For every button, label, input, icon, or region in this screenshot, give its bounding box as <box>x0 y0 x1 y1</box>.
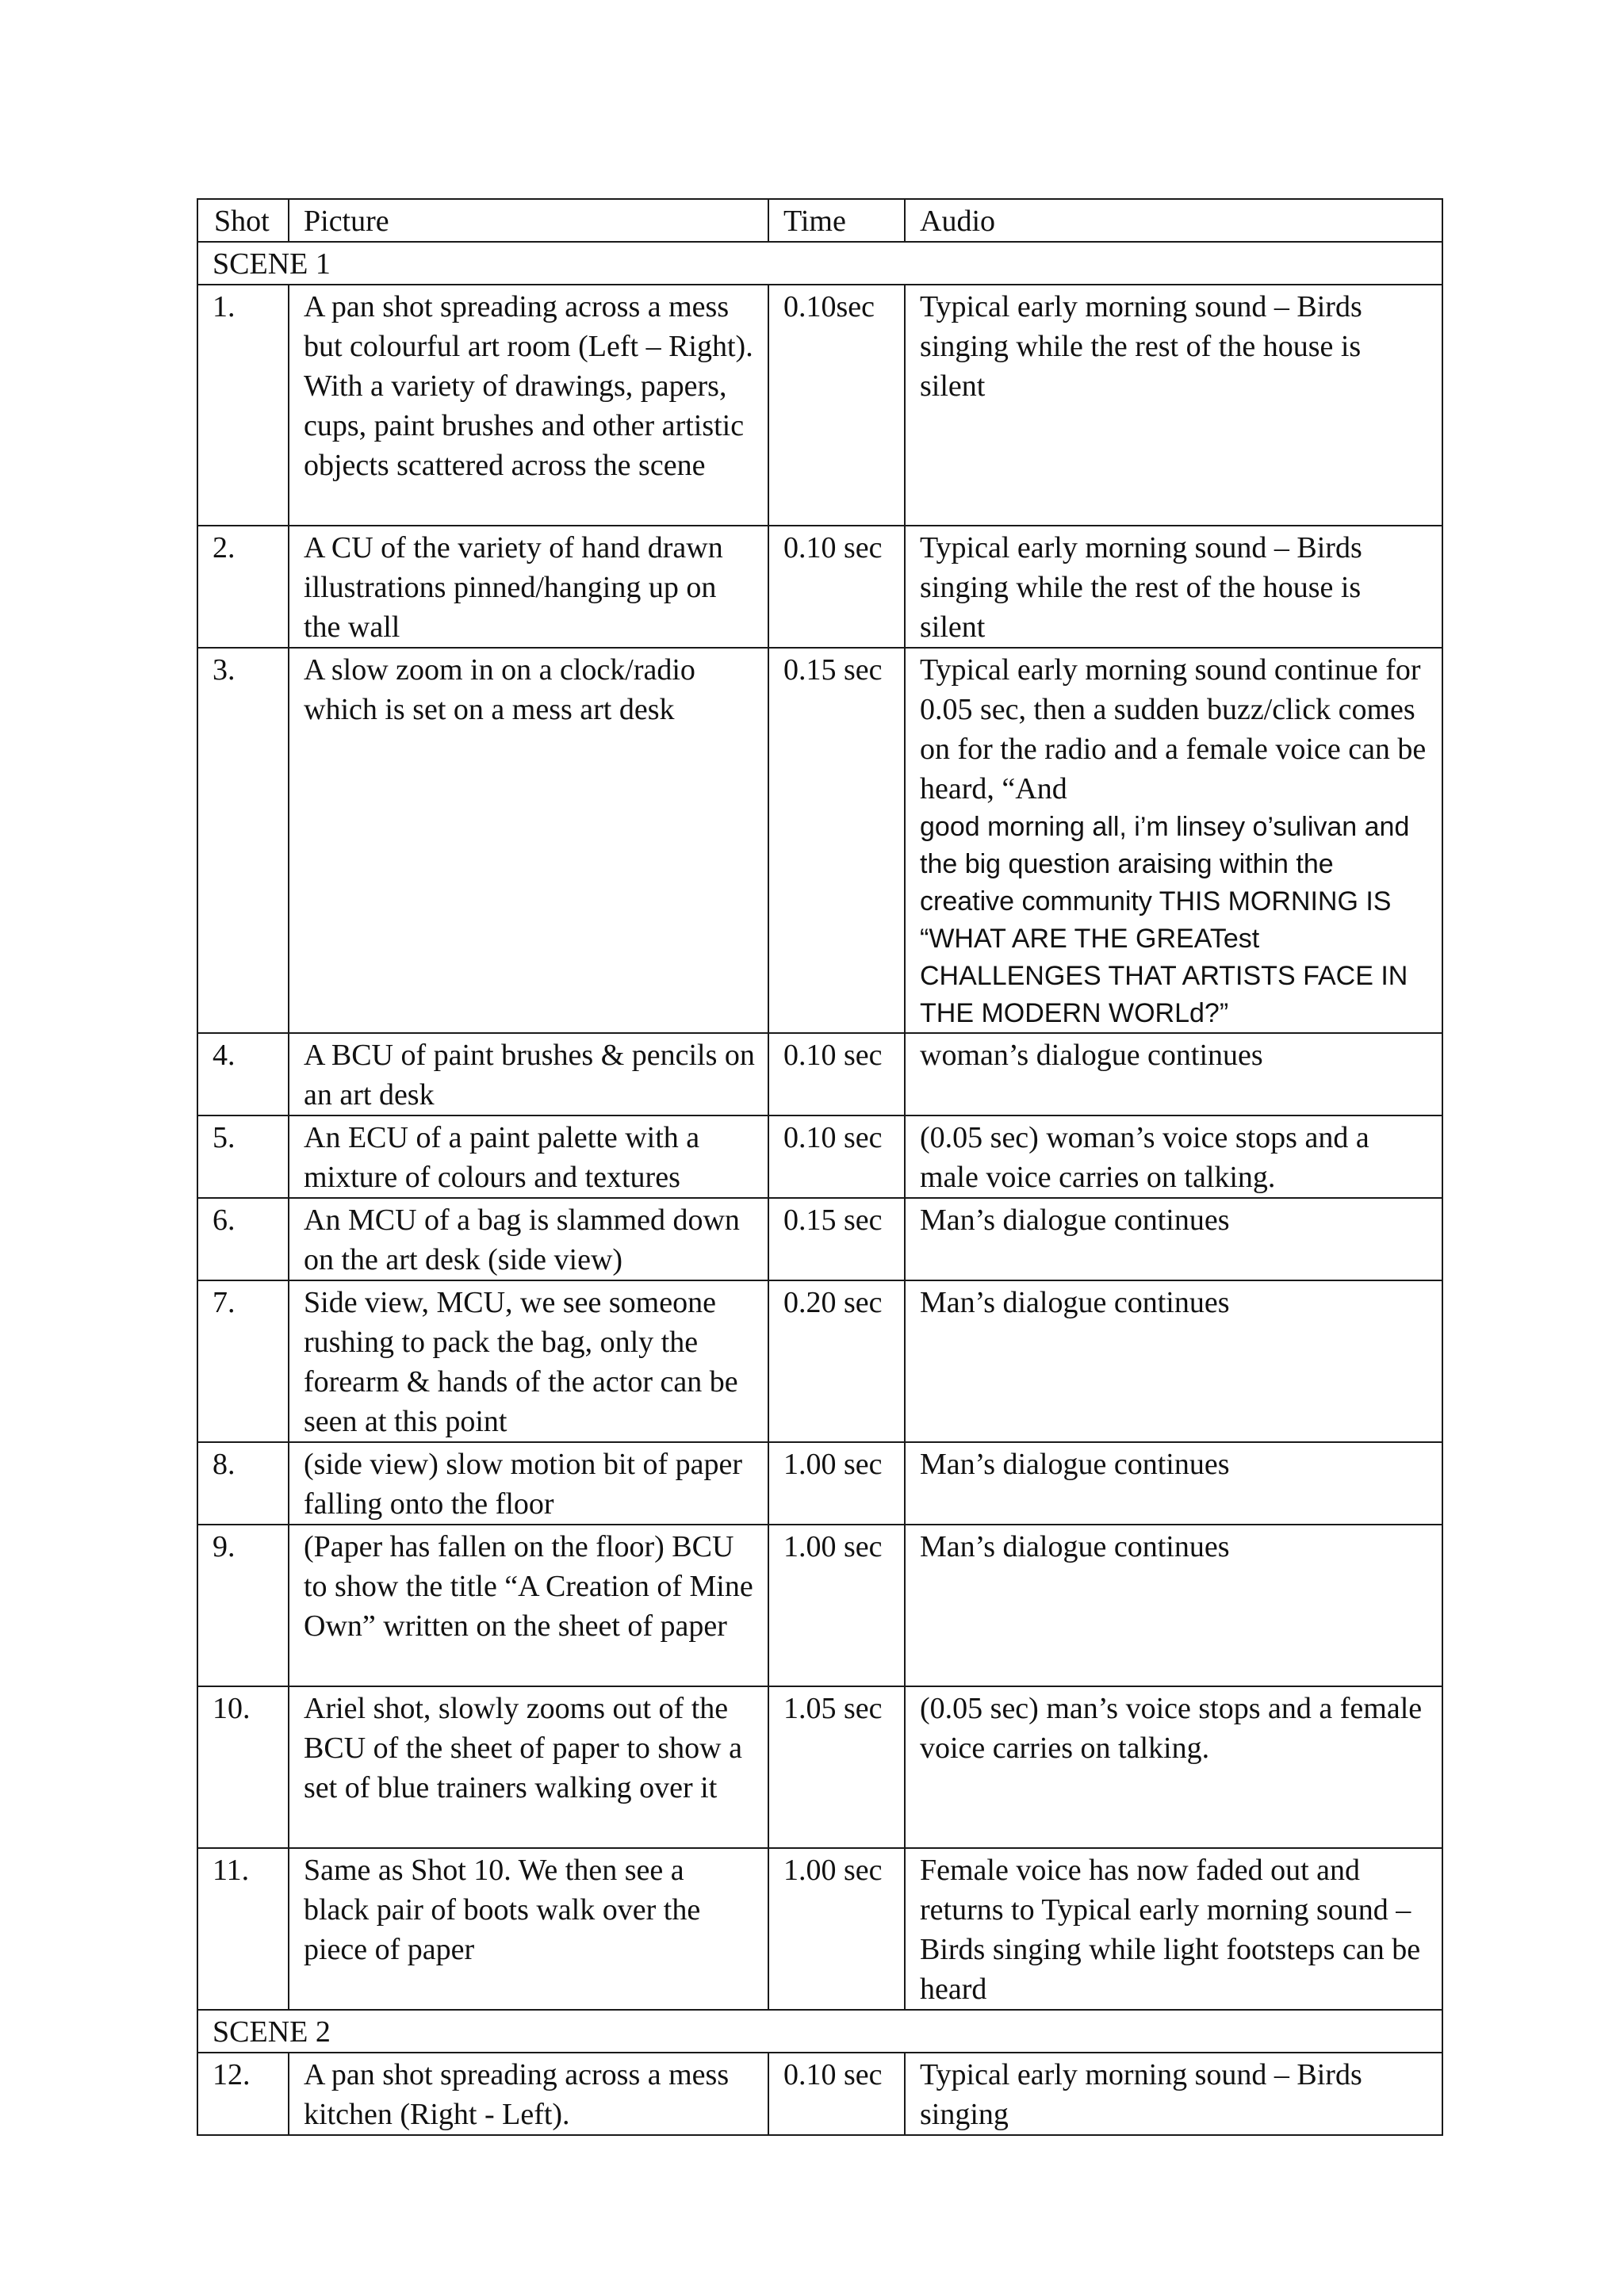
audio-description: Typical early morning sound – Birds singing while the rest of the house is silent <box>905 526 1442 648</box>
audio-description: Female voice has now faded out and returns to Typical early morning sound – Birds singing while light footsteps can be heard <box>905 1848 1442 2010</box>
shot-time: 0.15 sec <box>768 1198 905 1280</box>
scene-label: SCENE 2 <box>197 2010 1442 2053</box>
shot-number: 7. <box>197 1280 289 1442</box>
table-row <box>197 648 1442 1033</box>
picture-description: A pan shot spreading across a mess kitchen (Right - Left). <box>289 2053 768 2135</box>
audio-description: Man’s dialogue continues <box>905 1198 1442 1280</box>
audio-description <box>905 648 1442 1033</box>
audio-description: Man’s dialogue continues <box>905 1525 1442 1686</box>
audio-description: Man’s dialogue continues <box>905 1280 1442 1442</box>
table-row <box>197 526 1442 648</box>
audio-description: Man’s dialogue continues <box>905 1442 1442 1525</box>
picture-description: Side view, MCU, we see someone rushing to pack the bag, only the forearm & hands of the actor can be seen at this point <box>289 1280 768 1442</box>
shot-time: 0.10sec <box>768 285 905 526</box>
table-row <box>197 285 1442 526</box>
shot-number: 10. <box>197 1686 289 1848</box>
header-shot: Shot <box>197 199 289 242</box>
shot-time: 0.10 sec <box>768 2053 905 2135</box>
shot-time: 1.05 sec <box>768 1686 905 1848</box>
shot-number: 5. <box>197 1115 289 1198</box>
audio-text: Typical early morning sound continue for 0.05 sec, then a sudden buzz/click comes on for the radio and a female voice can be heard, “And <box>920 653 1427 806</box>
table-row <box>197 1280 1442 1442</box>
picture-description: A slow zoom in on a clock/radio which is set on a mess art desk <box>289 648 768 1033</box>
shot-time: 0.10 sec <box>768 1115 905 1198</box>
picture-description: Ariel shot, slowly zooms out of the BCU of the sheet of paper to show a set of blue trainers walking over it <box>289 1686 768 1848</box>
picture-description: (side view) slow motion bit of paper falling onto the floor <box>289 1442 768 1525</box>
audio-description: Typical early morning sound – Birds singing while the rest of the house is silent <box>905 285 1442 526</box>
radio-quote: good morning all, i’m linsey o’sulivan and the big question araising within the creative community THIS MORNING IS “WHAT ARE THE GREATest CHALLENGES THAT ARTISTS FACE IN THE MODERN WORLd?” <box>920 812 1410 1028</box>
shot-time: 1.00 sec <box>768 1525 905 1686</box>
shot-number: 11. <box>197 1848 289 2010</box>
audio-description: (0.05 sec) woman’s voice stops and a male voice carries on talking. <box>905 1115 1442 1198</box>
shot-time: 0.10 sec <box>768 1033 905 1115</box>
table-row <box>197 1525 1442 1686</box>
picture-description: (Paper has fallen on the floor) BCU to show the title “A Creation of Mine Own” written on the sheet of paper <box>289 1525 768 1686</box>
shot-list-table <box>197 198 1443 2136</box>
scene-row <box>197 242 1442 285</box>
header-time: Time <box>768 199 905 242</box>
header-row <box>197 199 1442 242</box>
table-row <box>197 1686 1442 1848</box>
table-row <box>197 1033 1442 1115</box>
audio-description: woman’s dialogue continues <box>905 1033 1442 1115</box>
picture-description: A CU of the variety of hand drawn illustrations pinned/hanging up on the wall <box>289 526 768 648</box>
scene-label: SCENE 1 <box>197 242 1442 285</box>
table-row <box>197 2053 1442 2135</box>
audio-description: (0.05 sec) man’s voice stops and a female voice carries on talking. <box>905 1686 1442 1848</box>
shot-time: 1.00 sec <box>768 1442 905 1525</box>
shot-time: 1.00 sec <box>768 1848 905 2010</box>
picture-description: Same as Shot 10. We then see a black pair of boots walk over the piece of paper <box>289 1848 768 2010</box>
header-audio: Audio <box>905 199 1442 242</box>
shot-time: 0.15 sec <box>768 648 905 1033</box>
shot-number: 3. <box>197 648 289 1033</box>
table-row <box>197 1115 1442 1198</box>
picture-description: A BCU of paint brushes & pencils on an art desk <box>289 1033 768 1115</box>
audio-description: Typical early morning sound – Birds singing <box>905 2053 1442 2135</box>
table-row <box>197 1848 1442 2010</box>
shot-number: 1. <box>197 285 289 526</box>
picture-description: A pan shot spreading across a mess but colourful art room (Left – Right). With a variety of drawings, papers, cups, paint brushes and other artistic objects scattered across the scene <box>289 285 768 526</box>
scene-row <box>197 2010 1442 2053</box>
picture-description: An MCU of a bag is slammed down on the art desk (side view) <box>289 1198 768 1280</box>
shot-number: 2. <box>197 526 289 648</box>
shot-number: 6. <box>197 1198 289 1280</box>
shot-time: 0.20 sec <box>768 1280 905 1442</box>
shot-number: 4. <box>197 1033 289 1115</box>
shot-time: 0.10 sec <box>768 526 905 648</box>
picture-description: An ECU of a paint palette with a mixture of colours and textures <box>289 1115 768 1198</box>
shot-number: 8. <box>197 1442 289 1525</box>
table-row <box>197 1442 1442 1525</box>
shot-number: 12. <box>197 2053 289 2135</box>
header-picture: Picture <box>289 199 768 242</box>
table-row <box>197 1198 1442 1280</box>
shot-number: 9. <box>197 1525 289 1686</box>
